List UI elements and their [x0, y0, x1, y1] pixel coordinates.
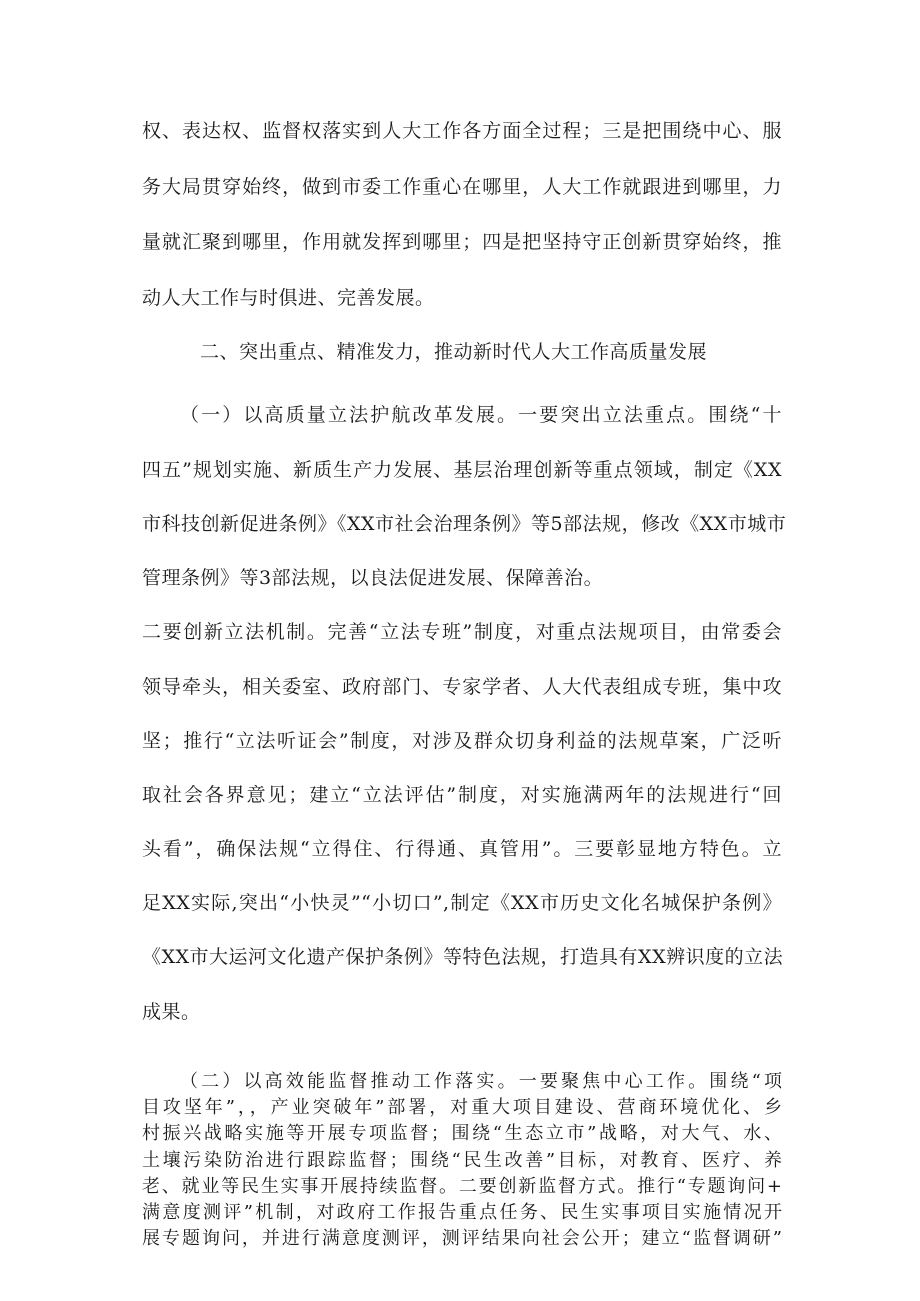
paragraph-line: 土壤污染防治进行跟踪监督；围绕“民生改善”目标，对教育、医疗、养	[142, 1150, 782, 1171]
paragraph-line: 取社会各界意见；建立“立法评估”制度，对实施满两年的法规进行“回	[142, 784, 782, 806]
paragraph-line: （一）以高质量立法护航改革发展。一要突出立法重点。围绕“十	[180, 404, 782, 426]
paragraph-line: 足XX实际,突出“小快灵”“小切口”,制定《XX市历史文化名城保护条例》	[142, 892, 782, 914]
paragraph-line: 老、就业等民生实事开展持续监督。二要创新监督方式。推行“专题询问+	[142, 1176, 782, 1197]
paragraph-line: 坚；推行“立法听证会”制度，对涉及群众切身利益的法规草案，广泛听	[142, 730, 782, 752]
paragraph-line: 《XX市大运河文化遗产保护条例》等特色法规，打造具有XX辨识度的立法	[142, 946, 784, 968]
paragraph-line: 村振兴战略实施等开展专项监督；围绕“生态立市”战略，对大气、水、	[142, 1123, 782, 1144]
paragraph-line: 四五”规划实施、新质生产力发展、基层治理创新等重点领域，制定《XX	[142, 459, 782, 481]
paragraph-line: 管理条例》等3部法规，以良法促进发展、保障善治。	[142, 567, 604, 589]
paragraph-line: （二）以高效能监督推动工作落实。一要聚焦中心工作。围绕“项	[180, 1071, 782, 1092]
paragraph-line: 满意度测评”机制，对政府工作报告重点任务、民生实事项目实施情况开	[142, 1202, 782, 1223]
paragraph-line: 展专题询问，并进行满意度测评，测评结果向社会公开；建立“监督调研”	[142, 1228, 782, 1249]
paragraph-line: 动人大工作与时俱进、完善发展。	[142, 287, 435, 309]
paragraph-line: 目攻坚年”，，产业突破年”部署，对重大项目建设、营商环境优化、乡	[142, 1097, 782, 1118]
section-heading: 二、突出重点、精准发力，推动新时代人大工作高质量发展	[200, 341, 708, 363]
paragraph-line: 务大局贯穿始终，做到市委工作重心在哪里，人大工作就跟进到哪里，力	[142, 176, 782, 198]
paragraph-line: 成果。	[142, 1001, 201, 1023]
paragraph-line: 二要创新立法机制。完善“立法专班”制度，对重点法规项目，由常委会	[142, 621, 782, 643]
paragraph-line: 领导牵头，相关委室、政府部门、专家学者、人大代表组成专班，集中攻	[142, 676, 782, 698]
paragraph-line: 头看”，确保法规“立得住、行得通、真管用”。三要彰显地方特色。立	[142, 838, 782, 860]
paragraph-line: 权、表达权、监督权落实到人大工作各方面全过程；三是把围绕中心、服	[142, 120, 782, 142]
paragraph-line: 市科技创新促进条例》《XX市社会治理条例》等5部法规，修改《XX市城市	[142, 513, 787, 535]
paragraph-line: 量就汇聚到哪里，作用就发挥到哪里；四是把坚持守正创新贯穿始终，推	[142, 231, 782, 253]
